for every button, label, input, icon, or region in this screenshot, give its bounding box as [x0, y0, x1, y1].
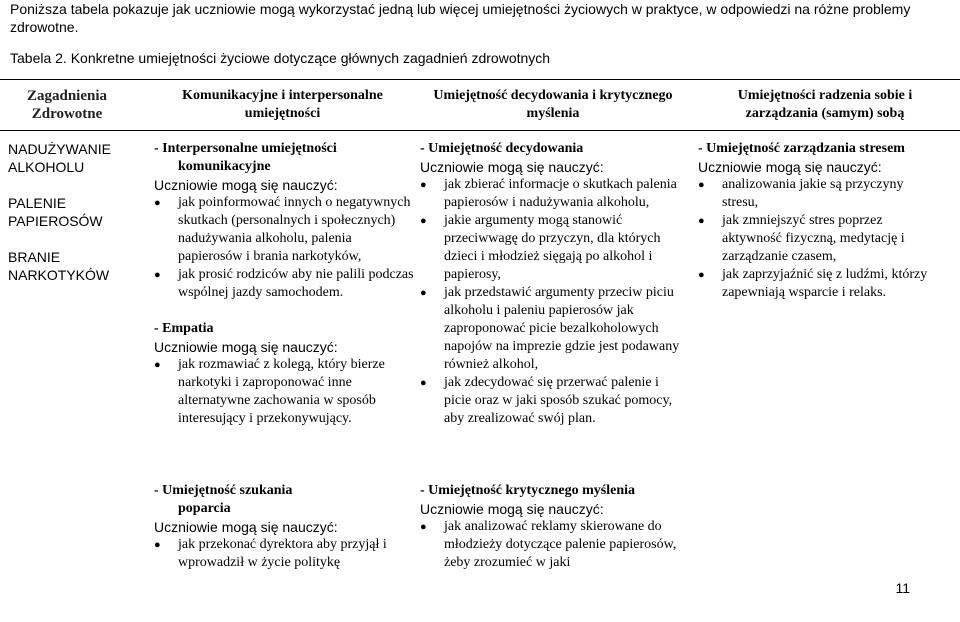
page-number: 11 — [895, 580, 910, 596]
topic-smoking: PALENIE PAPIEROSÓW — [8, 195, 103, 229]
communication-column-part2 — [154, 482, 416, 572]
section-title-cont: poparcia — [178, 501, 231, 516]
bullet-list — [698, 176, 943, 302]
bullet-list — [154, 536, 416, 572]
list-item: ● jak zdecydować się przerwać palenie i picie oraz w jaki sposób szukać pomocy, aby zrealizować swój plan. — [420, 374, 688, 428]
bullet-list — [420, 518, 688, 572]
section-title: - Interpersonalne umiejętności — [154, 141, 337, 156]
lead-text: Uczniowie mogą się nauczyć: — [154, 177, 338, 193]
topic-drugs: BRANIE NARKOTYKÓW — [8, 249, 110, 283]
section-title: - Umiejętność krytycznego myślenia — [420, 483, 636, 498]
topic-alcohol: NADUŻYWANIE ALKOHOLU — [8, 141, 111, 175]
table-caption: Tabela 2. Konkretne umiejętności życiowe dotyczące głównych zagadnień zdrowotnych — [10, 50, 551, 66]
lead-text: Uczniowie mogą się nauczyć: — [698, 159, 882, 175]
decision-column — [420, 140, 688, 428]
topics-column — [8, 140, 138, 302]
self-management-column — [698, 140, 943, 302]
header-topics: Zagadnienia Zdrowotne — [26, 88, 108, 122]
list-item: ● jak zbierać informacje o skutkach palenia papierosów i nadużywania alkoholu, — [420, 176, 688, 212]
bullet-list — [420, 176, 688, 428]
list-item: ● jak poinformować innych o negatywnych skutkach (personalnych i społecznych) nadużywania alkoholu, palenia papierosów i brania narkotyków, — [154, 194, 416, 266]
lead-text: Uczniowie mogą się nauczyć: — [420, 159, 604, 175]
intro-paragraph: Poniższa tabela pokazuje jak uczniowie mogą wykorzystać jedną lub więcej umiejętności życiowych w praktyce, w odpowiedzi na różne problemy zdrowotne. — [10, 1, 911, 35]
list-item: ● jak przekonać dyrektora aby przyjął i wprowadził w życie politykę — [154, 536, 416, 572]
list-item: ● jak analizować reklamy skierowane do młodzieży dotyczące palenie papierosów, żeby zrozumieć w jaki — [420, 518, 688, 572]
header-bottom-border — [0, 130, 960, 131]
section-title-cont: komunikacyjne — [178, 159, 271, 174]
list-item: ● jak zaprzyjaźnić się z ludźmi, którzy zapewniają wsparcie i relaks. — [698, 266, 943, 302]
list-item: ● analizowania jakie są przyczyny stresu, — [698, 176, 943, 212]
lead-text: Uczniowie mogą się nauczyć: — [420, 501, 604, 517]
header-self-management: Umiejętności radzenia sobie i zarządzania (samym) sobą — [737, 88, 913, 121]
list-item: ● jak przedstawić argumenty przeciw piciu alkoholu i paleniu papierosów jak zaproponować picie bezalkoholowych napojów na imprezie gdzie jest podawany również alkohol, — [420, 284, 688, 374]
list-item: ● jak rozmawiać z kolegą, który bierze narkotyki i zaproponować inne alternatywne zachowania w sposób interesujący i przekonywujący. — [154, 356, 416, 428]
list-item: ● jakie argumenty mogą stanowić przeciwwagę do przyczyn, dla których dzieci i młodzież sięgają po alkohol i papierosy, — [420, 212, 688, 284]
section-title: - Empatia — [154, 321, 214, 336]
lead-text: Uczniowie mogą się nauczyć: — [154, 519, 338, 535]
section-title: - Umiejętność zarządzania stresem — [698, 141, 905, 156]
section-title: - Umiejętność decydowania — [420, 141, 584, 156]
bullet-list — [154, 356, 416, 428]
header-communication: Komunikacyjne i interpersonalne umiejętności — [182, 88, 383, 121]
communication-column — [154, 140, 416, 428]
decision-column-part2 — [420, 482, 688, 572]
lead-text: Uczniowie mogą się nauczyć: — [154, 339, 338, 355]
list-item: ● jak zmniejszyć stres poprzez aktywność fizyczną, medytację i zarządzanie czasem, — [698, 212, 943, 266]
table-top-border — [0, 79, 960, 80]
bullet-list — [154, 194, 416, 302]
section-title: - Umiejętność szukania — [154, 483, 293, 498]
list-item: ● jak prosić rodziców aby nie palili podczas wspólnej jazdy samochodem. — [154, 266, 416, 302]
header-decision: Umiejętność decydowania i krytycznego myślenia — [433, 88, 673, 121]
